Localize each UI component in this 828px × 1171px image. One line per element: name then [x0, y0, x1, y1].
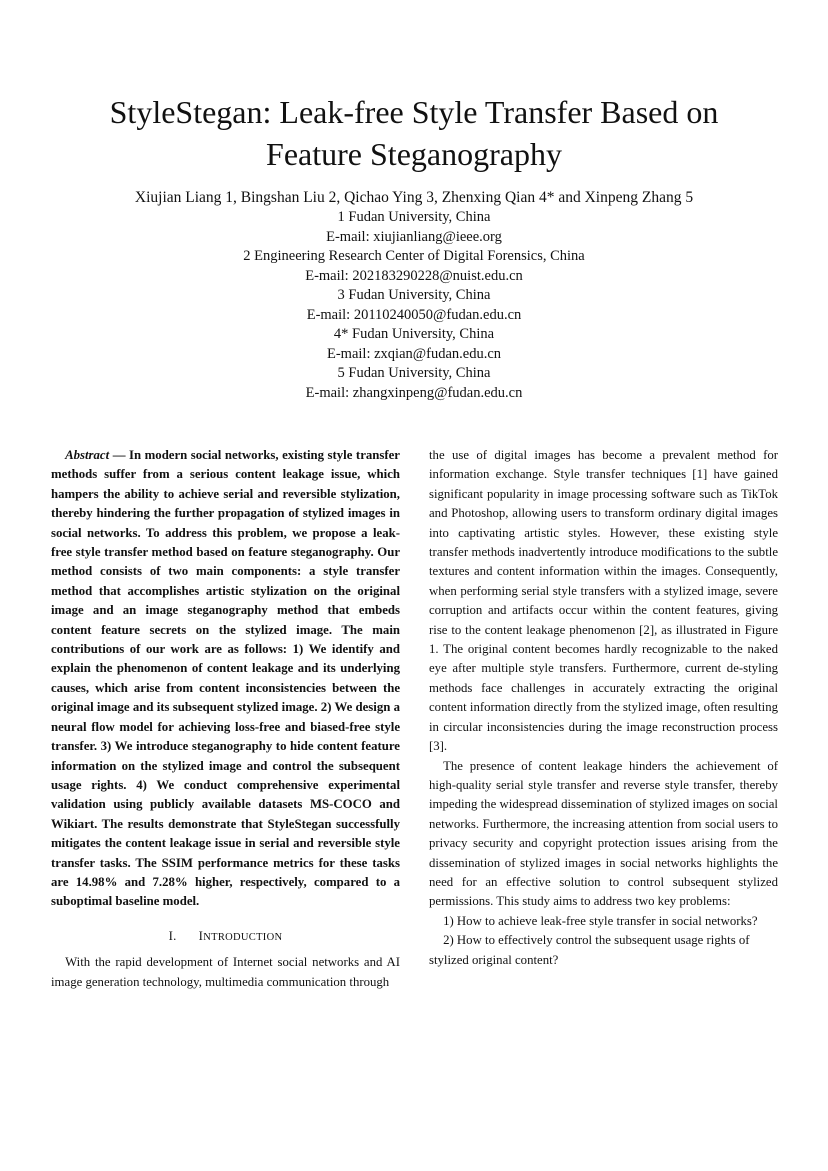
introduction-paragraph-2: The presence of content leakage hinders the achievement of high-quality serial style transfer and reverse style transfer, thereby impeding the widespread dissemination of stylized images on social networks. Furthermore, the increasing attention from social users to privacy security and copyright protection issues arising from the dissemination of stylized images in social networks highlights the need for an effective solution to control subsequent stylized permissions. This study aims to address two key problems: — [429, 758, 778, 909]
email-line: E-mail: zhangxinpeng@fudan.edu.cn — [305, 384, 523, 401]
left-column — [51, 446, 400, 992]
section-heading-introduction — [51, 927, 400, 947]
problem-list-item-2: 2) How to effectively control the subsequent usage rights of stylized original content? — [429, 933, 750, 967]
paper-title — [60, 91, 768, 175]
author-block — [40, 187, 788, 403]
section-title-rest: NTRODUCTION — [203, 931, 283, 943]
right-column — [429, 446, 778, 970]
abstract-dash: — — [109, 448, 130, 462]
affiliation-line: 4* Fudan University, China — [333, 326, 495, 342]
abstract-paragraph — [51, 446, 400, 912]
affiliation-line: 2 Engineering Research Center of Digital Forensics, China — [243, 248, 585, 264]
affiliation-line: 1 Fudan University, China — [337, 209, 491, 225]
section-title-initial: I — [198, 928, 204, 943]
email-line: E-mail: zxqian@fudan.edu.cn — [327, 345, 501, 362]
paper-title-line-1: StyleStegan: Leak-free Style Transfer Based on — [109, 94, 719, 130]
email-line: E-mail: xiujianliang@ieee.org — [326, 228, 502, 245]
problem-list-item-1: 1) How to achieve leak-free style transfer in social networks? — [443, 913, 758, 928]
abstract-label: Abstract — [65, 448, 110, 462]
affiliation-line: 5 Fudan University, China — [337, 365, 491, 381]
author-names: Xiujian Liang 1, Bingshan Liu 2, Qichao Ying 3, Zhenxing Qian 4* and Xinpeng Zhang 5 — [134, 189, 694, 206]
email-line: E-mail: 20110240050@fudan.edu.cn — [306, 306, 522, 323]
introduction-paragraph-1-continued: the use of digital images has become a prevalent method for information exchange. Style transfer techniques [1] have gained significant popularity in image processing software such as TikTok and Photoshop, allowing users to transform ordinary digital images into captivating artistic styles. However, these existing style transfer methods inadvertently introduce modifications to the subtle textures and content information within the images. Consequently, when performing serial style transfers with a stylized image, severe corruption and artifacts occur within the content features, giving rise to the content leakage phenomenon [2], as illustrated in Figure 1. The original content becomes hardly recognizable to the naked eye after multiple style transfers. Furthermore, current de-styling methods face challenges in accurately extracting the original content information directly from the stylized image, often resulting in circular inconsistencies during the image reconstruction process [3]. — [429, 448, 778, 754]
introduction-paragraph-1: With the rapid development of Internet social networks and AI image generation technology, multimedia communication through — [51, 955, 400, 989]
abstract-text: In modern social networks, existing style transfer methods suffer from a serious content leakage issue, which hampers the ability to achieve serial and reversible stylization, thereby hindering the further propagation of stylized images in social networks. To address this problem, we propose a leak-free style transfer method based on feature steganography. Our method consists of two main components: a style transfer method that accomplishes artistic stylization on the original image and an image steganography method that embeds content feature secrets on the stylized image. The main contributions of our work are as follows: 1) We identify and explain the phenomenon of content leakage and its underlying causes, which arise from content inconsistencies between the original image and its subsequent stylized image. 2) We design a neural flow model for achieving loss-free and biased-free style transfer. 3) We introduce steganography to hide content feature information on the stylized image and control the subsequent usage rights. 4) We conduct comprehensive experimental validation using publicly available datasets MS-COCO and Wikiart. The results demonstrate that StyleStegan successfully mitigates the content leakage issue in serial and reversible style transfer tasks. The SSIM performance metrics for these tasks are 14.98% and 7.28% higher, respectively, compared to a suboptimal baseline model. — [51, 448, 400, 909]
affiliation-line: 3 Fudan University, China — [337, 287, 491, 303]
email-line: E-mail: 202183290228@nuist.edu.cn — [305, 267, 523, 284]
section-number: I. — [168, 928, 177, 943]
paper-title-line-2: Feature Steganography — [266, 136, 562, 172]
